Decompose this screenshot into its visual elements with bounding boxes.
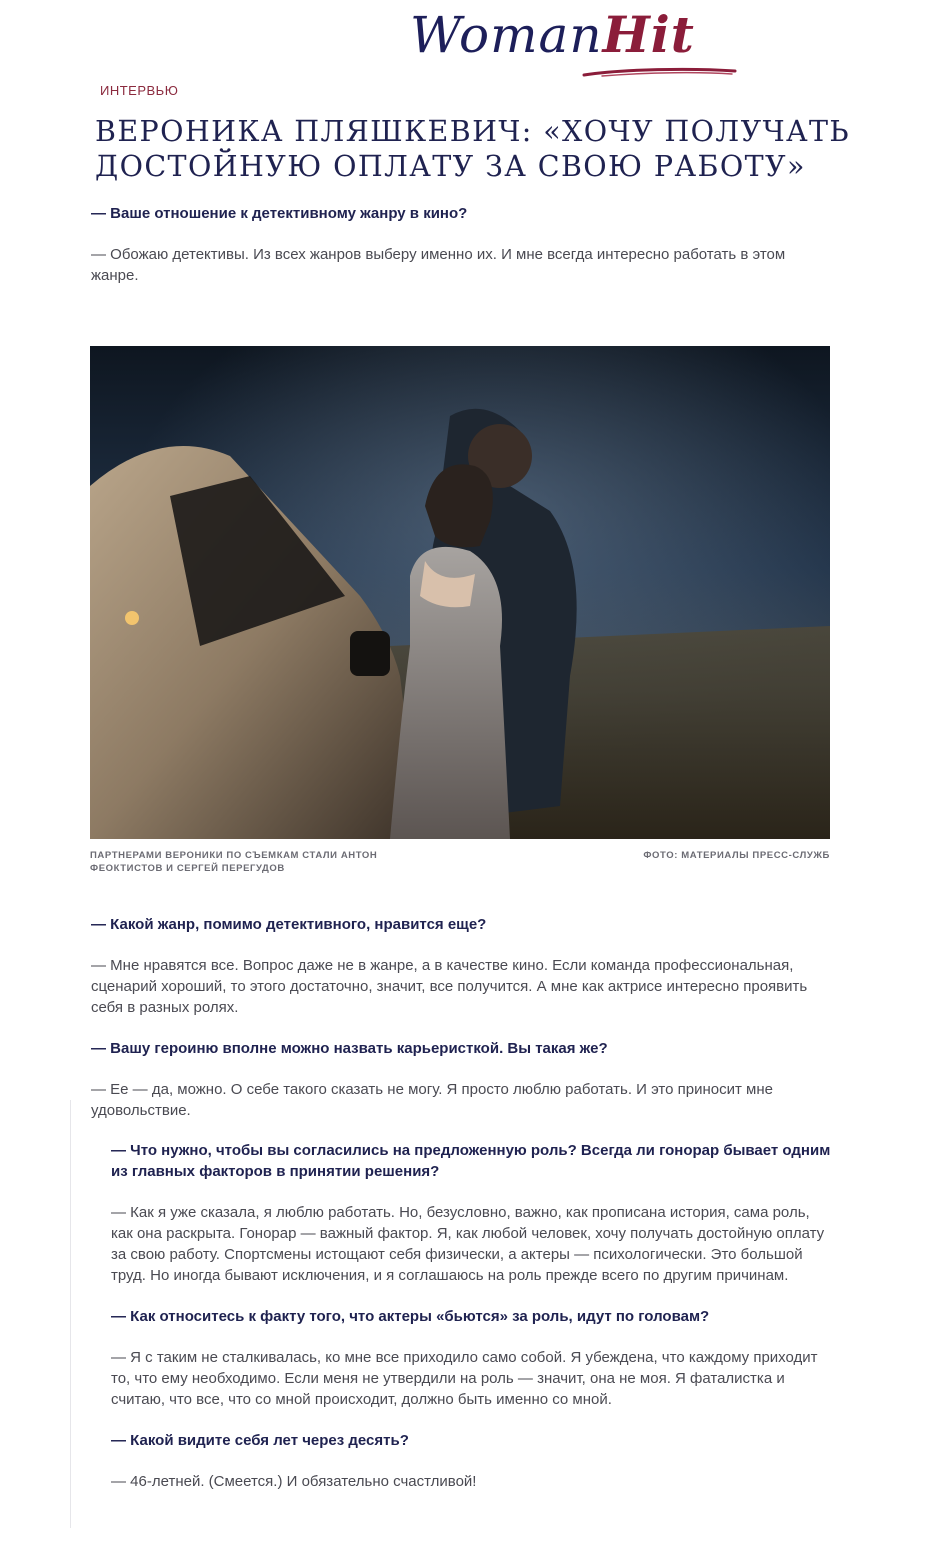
answer: — Я с таким не сталкивалась, ко мне все приходило само собой. Я убеждена, что каждому приходит то, что ему необходимо. Если меня не утвердили на роль — значит, она не моя. Я фаталистка и считаю, что все, что со мной происходит, должно быть именно со мной. [111,1349,818,1408]
logo-underline-stroke [582,66,737,78]
qa-block-2 [111,1140,831,1492]
article-photo[interactable] [90,346,830,839]
logo-word-woman: Woman [410,6,603,64]
photo-caption: ПАРТНЕРАМИ ВЕРОНИКИ ПО СЪЕМКАМ СТАЛИ АНТОН ФЕОКТИСТОВ И СЕРГЕЙ ПЕРЕГУДОВ [90,850,378,874]
intro-qa-block [91,203,831,286]
answer: — Как я уже сказала, я люблю работать. Но, безусловно, важно, как прописана история, сама роль, как она раскрыта. Гонорар — важный фактор. Я, как любой человек, хочу получать достойную оплату за свою работу. Спортсмены истощают себя физически, а актеры — психологически. Это большой труд. Но иногда бывают исключения, и я соглашаюсь на роль прежде всего по другим причинам. [111,1204,825,1284]
question: — Вашу героиню вполне можно назвать карьеристкой. Вы такая же? [91,1040,608,1057]
quote-side-rule [70,1100,71,1528]
qa-block-1 [91,914,831,1121]
question: — Ваше отношение к детективному жанру в кино? [91,205,468,222]
category-link[interactable]: ИНТЕРВЬЮ [100,83,179,98]
answer: — Мне нравятся все. Вопрос даже не в жанре, а в качестве кино. Если команда профессиональная, сценарий хороший, то этого достаточно, значит, все получится. А мне как актрисе интересно проявить себя в разных ролях. [91,957,808,1016]
photo-credit: ФОТО: МАТЕРИАЛЫ ПРЕСС-СЛУЖБ [643,850,830,861]
answer: — Ее — да, можно. О себе такого сказать не могу. Я просто люблю работать. И это приносит мне удовольствие. [91,1081,773,1119]
photo-night-scene [90,346,830,839]
question: — Что нужно, чтобы вы согласились на предложенную роль? Всегда ли гонорар бывает одним из главных факторов в принятии решения? [111,1142,831,1180]
question: — Как относитесь к факту того, что актеры «бьются» за роль, идут по головам? [111,1308,710,1325]
womanhit-logo[interactable] [410,5,695,64]
answer: — Обожаю детективы. Из всех жанров выберу именно их. И мне всегда интересно работать в этом жанре. [91,246,786,284]
article-title: ВЕРОНИКА ПЛЯШКЕВИЧ: «ХОЧУ ПОЛУЧАТЬ ДОСТОЙНУЮ ОПЛАТУ ЗА СВОЮ РАБОТУ» [95,115,851,183]
question: — Какой жанр, помимо детективного, нравится еще? [91,916,487,933]
logo-word-hit: Hit [602,5,695,64]
question: — Какой видите себя лет через десять? [111,1432,409,1449]
answer: — 46-летней. (Смеется.) И обязательно счастливой! [111,1473,477,1490]
